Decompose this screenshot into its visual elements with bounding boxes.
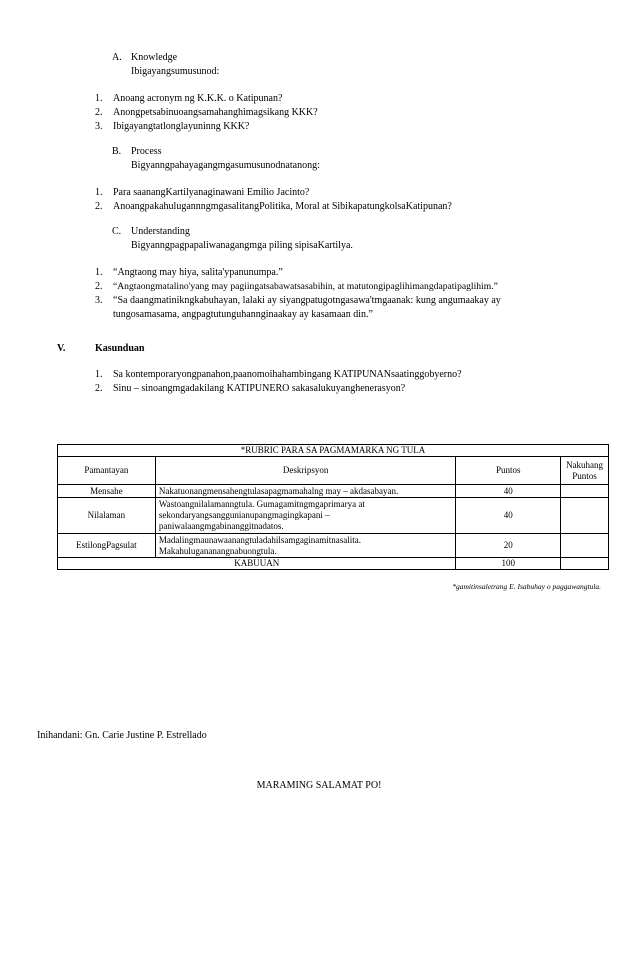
rubric-score-cell <box>561 485 609 498</box>
rubric-note: *gamitinsaletrang E. Isabuhay o paggawangtula. <box>452 581 601 591</box>
understanding-label: C. <box>112 226 122 237</box>
knowledge-title: Knowledge <box>131 52 178 63</box>
rubric-header-criteria: Pamantayan <box>58 457 156 485</box>
rubric-header-score: NakuhangPuntos <box>561 457 609 485</box>
process-title: Process <box>131 146 162 157</box>
process-label: B. <box>112 146 122 157</box>
rubric-description: Nakatuonangmensahengtulasapagmamahalng may – akdasabayan. <box>155 485 456 498</box>
kasunduan-item: Sinu – sinoangmgadakilang KATIPUNERO sakasalukuyanghenerasyon? <box>113 383 406 394</box>
knowledge-label: A. <box>112 52 122 63</box>
understanding-item-number: 1. <box>95 267 103 278</box>
kasunduan-item-number: 1. <box>95 369 103 380</box>
understanding-item-number: 2. <box>95 281 103 292</box>
rubric-points: 40 <box>456 485 561 498</box>
rubric-row <box>58 534 609 558</box>
rubric-score-cell <box>561 534 609 558</box>
rubric-row <box>58 485 609 498</box>
rubric-row <box>58 498 609 534</box>
rubric-description: Wastoangnilalamanngtula. Gumagamitngmgaprimarya at sekondaryangsanggunianupangmagingkapani – paniwalaangmgabinanggitnadatos. <box>155 498 456 534</box>
process-item-number: 2. <box>95 201 103 212</box>
knowledge-item: Ibigayangtatlonglayuninng KKK? <box>113 121 250 132</box>
understanding-quote: “Angtaong may hiya, salita'ypanunumpa.” <box>113 267 283 278</box>
knowledge-item: Anongpetsabinuoangsamahanghimagsikang KKK? <box>113 107 318 118</box>
understanding-quote: “Angtaongmatalino'yang may pagiingatsabawatsasabihin, at matutongipaglihimangdapatipaglihim.” <box>113 281 498 292</box>
rubric-criteria: Mensahe <box>58 485 156 498</box>
rubric-points: 20 <box>456 534 561 558</box>
kasunduan-item: Sa kontemporaryongpanahon,paanomoihahambingang KATIPUNANsaatinggobyerno? <box>113 369 462 380</box>
understanding-instruction: Bigyanngpagpapaliwanagangmga piling sipisaKartilya. <box>131 240 353 251</box>
rubric-criteria: Nilalaman <box>58 498 156 534</box>
knowledge-instruction: Ibigayangsumusunod: <box>131 66 220 77</box>
rubric-score-cell <box>561 498 609 534</box>
process-instruction: Bigyanngpahayagangmgasumusunodnatanong: <box>131 160 320 171</box>
rubric-title: *RUBRIC PARA SA PAGMAMARKA NG TULA <box>58 445 609 457</box>
rubric-title-row <box>58 445 609 457</box>
rubric-description: Madalingmaunawaanangtuladahilsamgaginamitnasalita. Makahulugananangnabuongtula. <box>155 534 456 558</box>
process-item-number: 1. <box>95 187 103 198</box>
rubric-total-label: KABUUAN <box>58 558 456 570</box>
rubric-table <box>57 444 609 570</box>
knowledge-item-number: 3. <box>95 121 103 132</box>
understanding-item-number: 3. <box>95 295 103 306</box>
rubric-points: 40 <box>456 498 561 534</box>
rubric-header-row <box>58 457 609 485</box>
understanding-quote: “Sa daangmatinikngkabuhayan, lalaki ay siyangpatugotngasawa'tmgaanak: kung angumaakay ay <box>113 295 501 306</box>
process-item: AnoangpakahulugannngmgasalitangPolitika, Moral at SibikapatungkolsaKatipunan? <box>113 201 452 212</box>
kasunduan-label: V. <box>57 343 66 354</box>
prepared-by: Inihandani: Gn. Carie Justine P. Estrellado <box>37 730 207 741</box>
rubric-header-points: Puntos <box>456 457 561 485</box>
rubric-total-points: 100 <box>456 558 561 570</box>
knowledge-item: Anoang acronym ng K.K.K. o Katipunan? <box>113 93 283 104</box>
rubric-header-description: Deskripsyon <box>155 457 456 485</box>
thanks-message: MARAMING SALAMAT PO! <box>256 780 382 791</box>
kasunduan-title: Kasunduan <box>95 343 145 354</box>
kasunduan-item-number: 2. <box>95 383 103 394</box>
knowledge-item-number: 2. <box>95 107 103 118</box>
rubric-criteria: EstilongPagsulat <box>58 534 156 558</box>
knowledge-item-number: 1. <box>95 93 103 104</box>
understanding-title: Understanding <box>131 226 190 237</box>
understanding-quote-continued: tungosamasama, angpagtutunguhannginaakay ay kasamaan din.” <box>113 309 373 320</box>
process-item: Para saanangKartilyanaginawani Emilio Jacinto? <box>113 187 310 198</box>
rubric-total-row <box>58 558 609 570</box>
rubric-total-score-cell <box>561 558 609 570</box>
